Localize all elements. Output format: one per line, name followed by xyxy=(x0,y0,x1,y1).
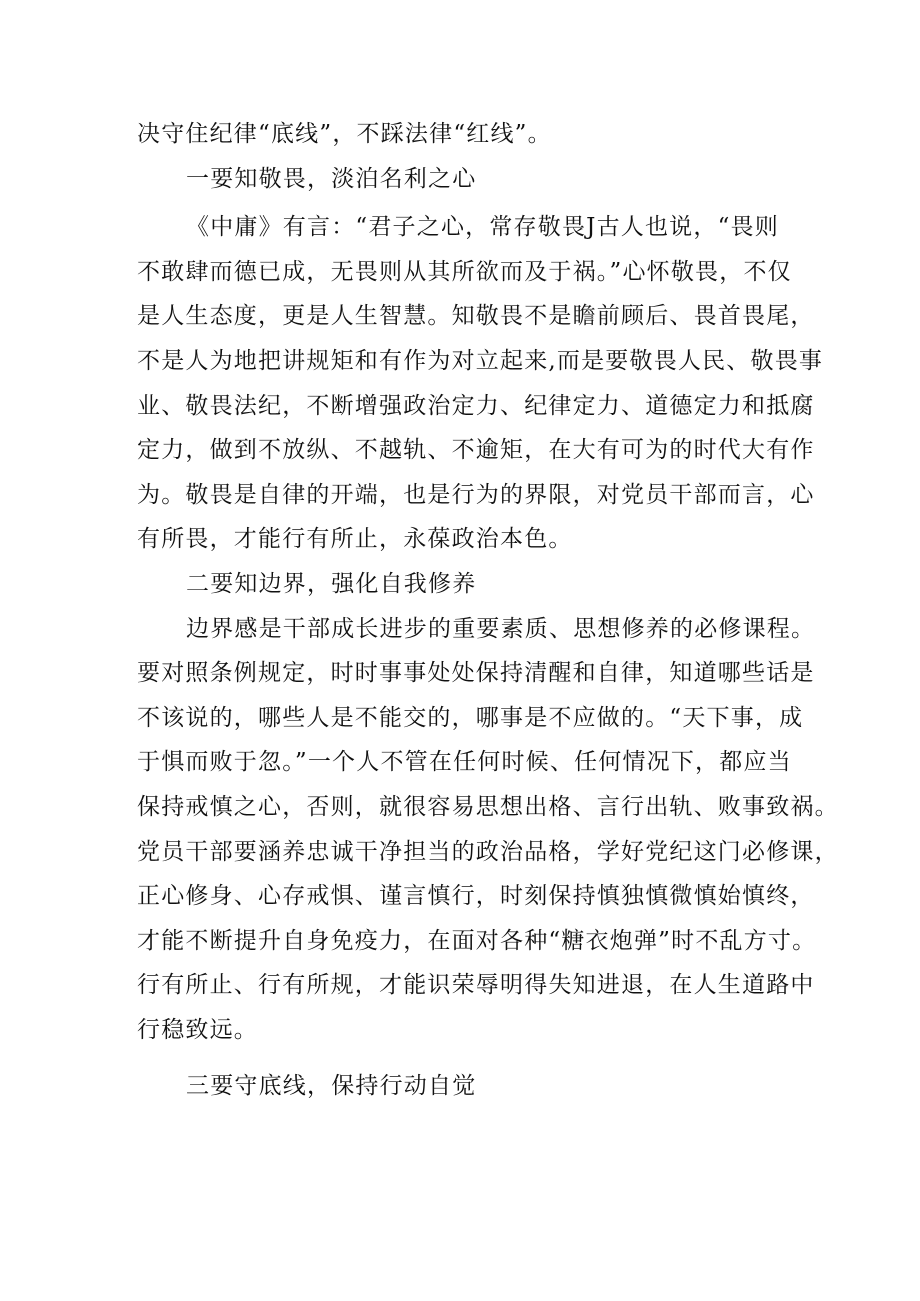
paragraph-line: 行有所止、行有所规，才能识荣辱明得失知进退，在人生道路中 xyxy=(137,972,815,999)
section-heading-2: 二要知边界，强化自我修养 xyxy=(186,570,477,597)
paragraph-line: 保持戒慎之心，否则，就很容易思想出格、言行出轨、败事致祸。 xyxy=(137,793,839,820)
paragraph-line: 边界感是干部成长进步的重要素质、思想修养的必修课程。 xyxy=(186,615,816,642)
paragraph-line: 不该说的，哪些人是不能交的，哪事是不应做的。“天下事，成 xyxy=(137,704,804,731)
paragraph-line: 于惧而败于忽。”一个人不管在任何时候、任何情况下，都应当 xyxy=(137,749,792,776)
paragraph-line: 有所畏，才能行有所止，永葆政治本色。 xyxy=(137,526,573,553)
paragraph-line: 定力，做到不放纵、不越轨、不逾矩，在大有可为的时代大有作 xyxy=(137,437,815,464)
paragraph-line: 党员干部要涵养忠诚干净担当的政治品格，学好党纪这门必修课， xyxy=(137,838,839,865)
paragraph-line: 是人生态度，更是人生智慧。知敬畏不是瞻前顾后、畏首畏尾， xyxy=(137,303,815,330)
paragraph-line: 要对照条例规定，时时事事处处保持清醒和自律，知道哪些话是 xyxy=(137,660,815,687)
paragraph-line: 业、敬畏法纪，不断增强政治定力、纪律定力、道德定力和抵腐 xyxy=(137,392,815,419)
paragraph-line: 正心修身、心存戒惧、谨言慎行，时刻保持慎独慎微慎始慎终， xyxy=(137,883,815,910)
paragraph-line: 才能不断提升自身免疫力，在面对各种“糖衣炮弹”时不乱方寸。 xyxy=(137,927,817,954)
document-body xyxy=(137,112,839,1109)
paragraph-line: 不敢肆而德已成，无畏则从其所欲而及于祸。”心怀敬畏，不仅 xyxy=(137,258,792,285)
paragraph-line: 不是人为地把讲规矩和有作为对立起来,而是要敬畏人民、敬畏事 xyxy=(137,347,824,374)
paragraph-line: 为。敬畏是自律的开端，也是行为的界限，对党员干部而言，心 xyxy=(137,481,815,508)
paragraph-line: 《中庸》有言：“君子之心，常存敬畏J古人也说，“畏则 xyxy=(186,214,779,241)
section-heading-3: 三要守底线，保持行动自觉 xyxy=(186,1073,477,1100)
body-line: 决守住纪律“底线”，不踩法律“红线”。 xyxy=(137,121,552,147)
section-heading-1: 一要知敬畏，淡泊名利之心 xyxy=(186,165,477,192)
paragraph-line: 行稳致远。 xyxy=(137,1016,258,1043)
